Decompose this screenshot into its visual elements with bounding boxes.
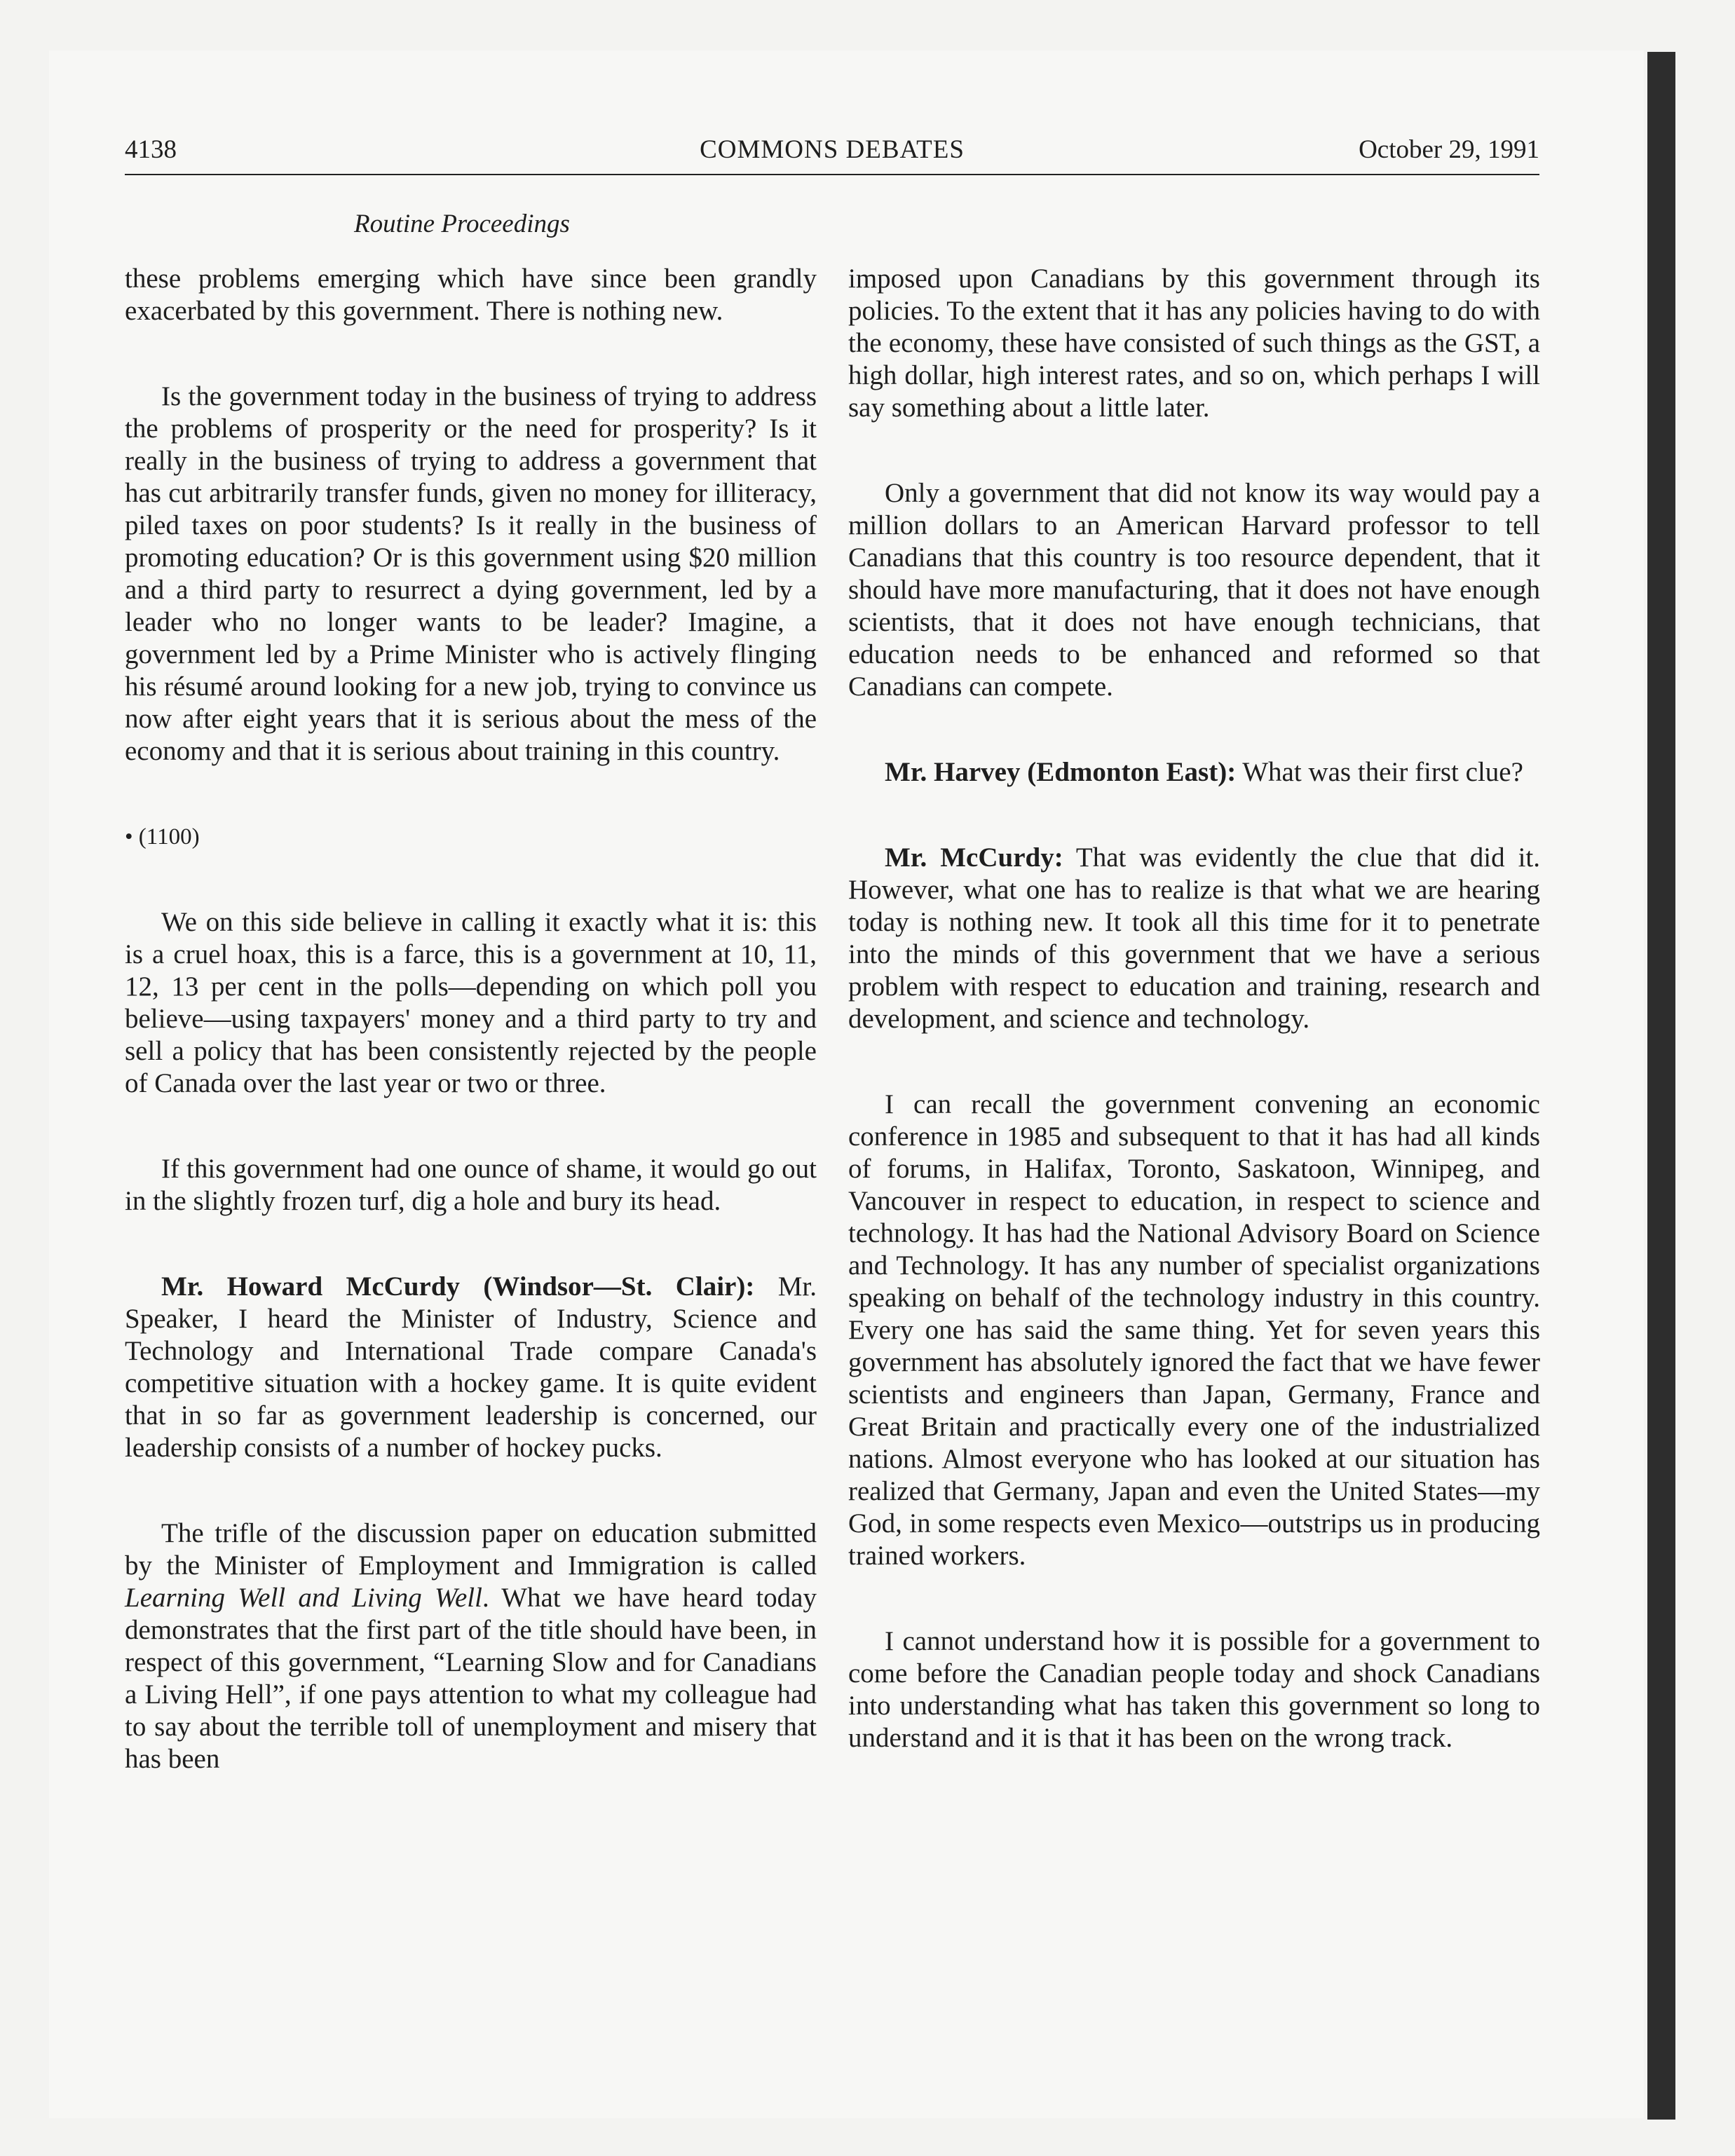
speaker-name: Mr. Howard McCurdy (Windsor—St. Clair):	[161, 1271, 755, 1302]
speech-text: That was evidently the clue that did it. However, what one has to realize is that what we are hearing today is nothing new. It took all this time for it to penetrate into the minds of this government that we have a serious problem with respect to education and training, research and development, and science and technology.	[848, 842, 1540, 1034]
paragraph: imposed upon Canadians by this government through its policies. To the extent that it has any policies having to do with the economy, these have consisted of such things as the GST, a high dollar, high interest rates, and so on, which perhaps I will say something about a little later.	[848, 264, 1540, 423]
speech-text: Mr. Speaker, I heard the Minister of Industry, Science and Technology and International Trade compare Canada's competitive situation with a hockey game. It is quite evident that in so far as government leadership is concerned, our leadership consists of a number of hockey pucks.	[125, 1271, 817, 1463]
speech-paragraph	[848, 756, 1540, 789]
speaker-name: Mr. McCurdy:	[885, 842, 1063, 873]
paragraph-text: . What we have heard today demonstrates that the first part of the title should have been, in respect of this government, “Learning Slow and for Canadians a Living Hell”, if one pays attention to what my colleague had to say about the terrible toll of unemployment and misery that has been	[125, 1583, 817, 1774]
document-title: Learning Well and Living Well	[125, 1583, 482, 1613]
speech-paragraph	[125, 1271, 817, 1464]
paragraph: Only a government that did not know its way would pay a million dollars to an American Harvard professor to tell Canadians that this country is too resource dependent, that it should have more manufacturing, that it does not have enough scientists, that it does not have enough technicians, that education needs to be enhanced and reformed so that Canadians can compete.	[848, 478, 1540, 702]
right-column	[848, 263, 1540, 1808]
paragraph: I cannot understand how it is possible for a government to come before the Canadian people today and shock Canadians into understanding what has taken this government so long to understand and it is that it has been on the wrong track.	[848, 1626, 1540, 1753]
paragraph	[125, 1517, 817, 1775]
speech-text: What was their first clue?	[1236, 757, 1523, 787]
paragraph: If this government had one ounce of shame, it would go out in the slightly frozen turf, dig a hole and bury its head.	[125, 1154, 817, 1216]
paragraph: I can recall the government convening an economic conference in 1985 and subsequent to that it has had all kinds of forums, in Halifax, Toronto, Saskatoon, Winnipeg, and Vancouver in respect to education, in respect to science and technology. It has had the National Advisory Board on Science and Technology. It has any number of specialist organizations speaking on behalf of the technology industry in this country. Every one has said the same thing. Yet for seven years this government has absolutely ignored the fact that we have fewer scientists and engineers than Japan, Germany, France and Great Britain and practically every one of the industrialized nations. Almost everyone who has looked at our situation has realized that Germany, Japan and even the United States—my God, in some respects even Mexico—outstrips us in producing trained workers.	[848, 1089, 1540, 1571]
paragraph: Is the government today in the business of trying to address the problems of prosperity or the need for prosperity? Is it really in the business of trying to address a government that has cut arbitrarily transfer funds, given no money for illiteracy, piled taxes on poor students? Is it really in the business of promoting education? Or is this government using $20 million and a third party to resurrect a dying government, led by a leader who no longer wants to be leader? Imagine, a government led by a Prime Minister who is actively flinging his résumé around looking for a new job, trying to convince us now after eight years that it is serious about the mess of the economy and that it is serious about training in this country.	[125, 381, 817, 766]
time-marker: • (1100)	[125, 824, 200, 850]
section-heading: Routine Proceedings	[354, 210, 570, 238]
header-date: October 29, 1991	[1359, 135, 1539, 164]
scan-edge-shadow	[1647, 52, 1675, 2120]
speech-paragraph	[848, 842, 1540, 1035]
left-column	[125, 263, 817, 1829]
publication-title: COMMONS DEBATES	[700, 135, 965, 164]
speaker-name: Mr. Harvey (Edmonton East):	[885, 757, 1237, 787]
paragraph: We on this side believe in calling it exactly what it is: this is a cruel hoax, this is a farce, this is a government at 10, 11, 12, 13 per cent in the polls—depending on which poll you believe—using taxpayers' money and a third party to try and sell a policy that has been consistently rejected by the people of Canada over the last year or two or three.	[125, 907, 817, 1098]
page-number: 4138	[125, 135, 177, 164]
paragraph: these problems emerging which have since been grandly exacerbated by this government. There is nothing new.	[125, 264, 817, 326]
running-header	[125, 135, 1539, 175]
paragraph-text: The trifle of the discussion paper on education submitted by the Minister of Employment and Immigration is called	[125, 1518, 817, 1581]
